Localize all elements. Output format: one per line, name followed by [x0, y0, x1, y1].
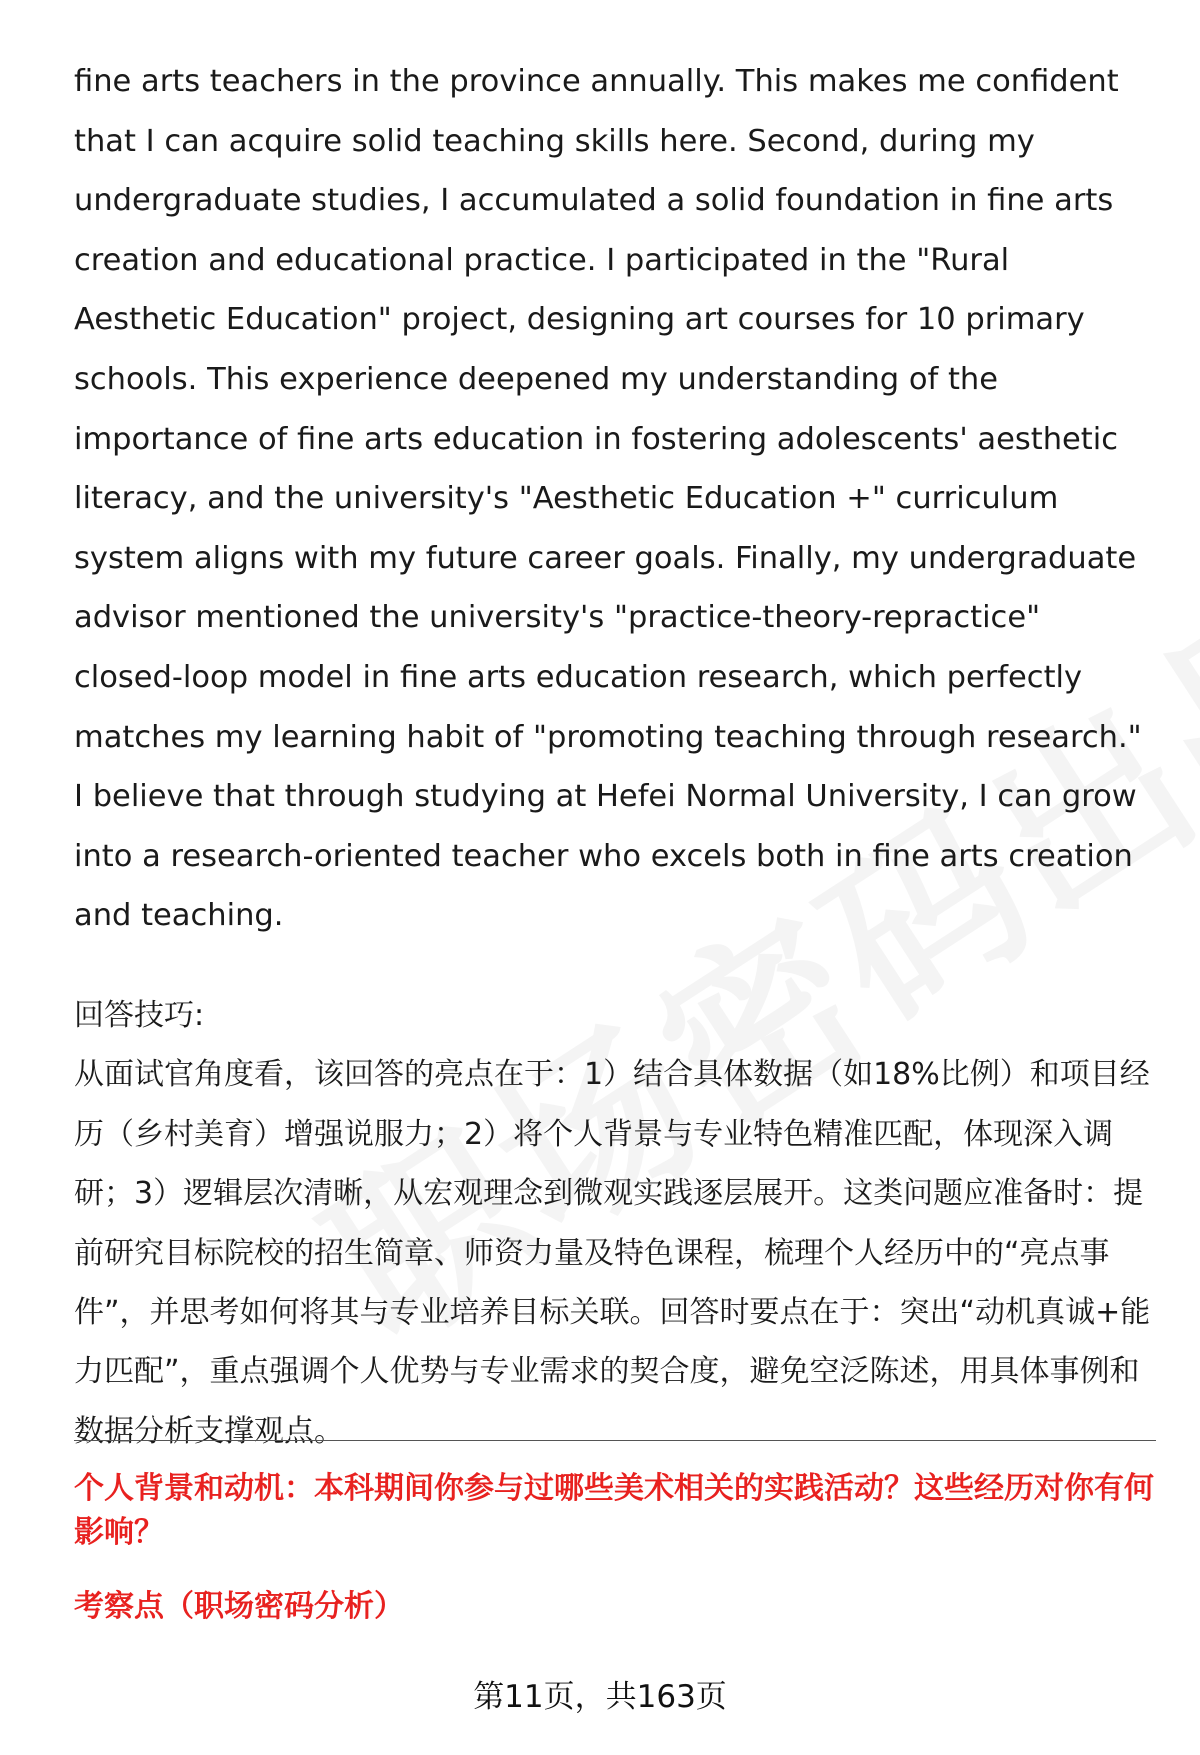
- tips-heading: 回答技巧:: [74, 997, 205, 1033]
- page-number-footer: 第11页，共163页: [473, 1679, 727, 1715]
- next-question-heading: 个人背景和动机：本科期间你参与过哪些美术相关的实践活动？这些经历对你有何影响？: [74, 1471, 1154, 1550]
- page-content: [74, 52, 1156, 1461]
- section-divider: [74, 1440, 1156, 1441]
- answer-paragraph: fine arts teachers in the province annually. This makes me confident that I can acquire solid teaching skills here. Second, during my undergraduate studies, I accumulated a solid foundation in fine arts creation and educational practice. I participated in the "Rural Aesthetic Education" project, designing art courses for 10 primary schools. This experience deepened my understanding of the importance of fine arts education in fostering adolescents' aesthetic literacy, and the university's "Aesthetic Education +" curriculum system aligns with my future career goals. Finally, my undergraduate advisor mentioned the university's "practice-theory-repractice" closed-loop model in fine arts education research, which perfectly matches my learning habit of "promoting teaching through research." I believe that through studying at Hefei Normal University, I can grow into a research-oriented teacher who excels both in fine arts creation and teaching.: [74, 64, 1142, 934]
- tips-section: [74, 986, 1156, 1461]
- assessment-point-heading: 考察点（职场密码分析）: [74, 1589, 404, 1624]
- tips-body: 从面试官角度看，该回答的亮点在于：1）结合具体数据（如18%比例）和项目经历（乡村美育）增强说服力；2）将个人背景与专业特色精准匹配，体现深入调研；3）逻辑层次清晰，从宏观理念到微观实践逐层展开。这类问题应准备时：提前研究目标院校的招生简章、师资力量及特色课程，梳理个人经历中的“亮点事件”，并思考如何将其与专业培养目标关联。回答时要点在于：突出“动机真诚+能力匹配”，重点强调个人优势与专业需求的契合度，避免空泛陈述，用具体事例和数据分析支撑观点。: [74, 1057, 1151, 1449]
